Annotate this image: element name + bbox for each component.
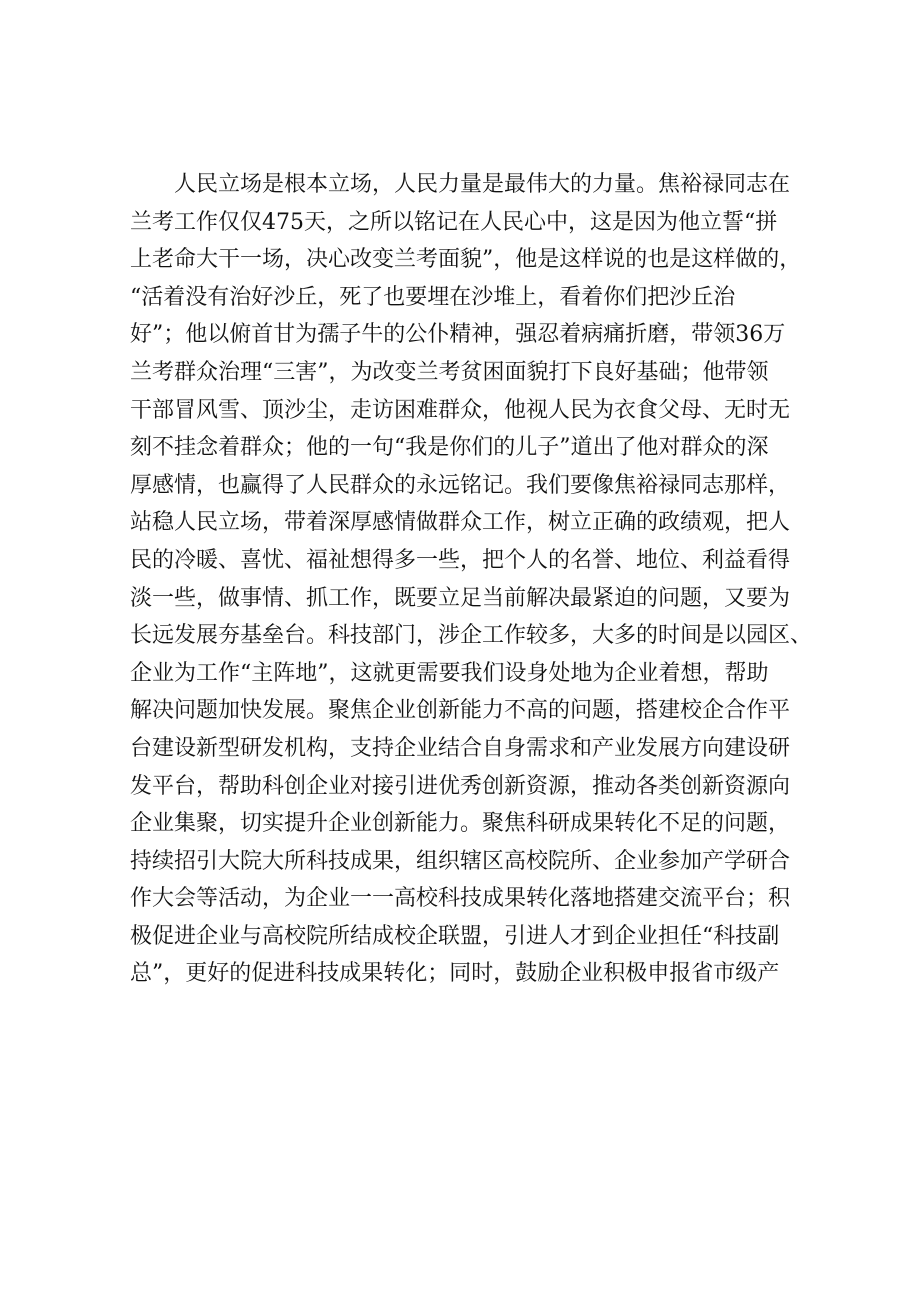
paragraph-line: 好”；他以俯首甘为孺子牛的公仆精神，强忍着病痛折磨，带领36万 — [130, 322, 786, 348]
paragraph-line: 台建设新型研发机构，支持企业结合自身需求和产业发展方向建设研 — [130, 735, 791, 761]
paragraph-line: 兰考工作仅仅475天，之所以铭记在人民心中，这是因为他立誓“拼 — [130, 209, 778, 235]
paragraph-line: 企业为工作“主阵地”，这就更需要我们设身处地为企业着想，帮助 — [130, 660, 769, 686]
paragraph-line: 持续招引大院大所科技成果，组织辖区高校院所、企业参加产学研合 — [130, 848, 791, 874]
paragraph-line: 民的冷暖、喜忧、福祉想得多一些，把个人的名誉、地位、利益看得 — [130, 547, 791, 573]
paragraph-line: 发平台，帮助科创企业对接引进优秀创新资源，推动各类创新资源向 — [130, 773, 791, 799]
paragraph-line: 上老命大干一场，决心改变兰考面貌”，他是这样说的也是这样做的， — [130, 247, 802, 273]
body-paragraph — [130, 166, 830, 993]
paragraph-line: 站稳人民立场，带着深厚感情做群众工作，树立正确的政绩观，把人 — [130, 510, 791, 536]
paragraph-line: 解决问题加快发展。聚焦企业创新能力不高的问题，搭建校企合作平 — [130, 698, 791, 724]
paragraph-line: 人民立场是根本立场，人民力量是最伟大的力量。焦裕禄同志在 — [174, 172, 791, 197]
paragraph-line: 干部冒风雪、顶沙尘，走访困难群众，他视人民为衣食父母、无时无 — [130, 397, 791, 423]
paragraph-line: 企业集聚，切实提升企业创新能力。聚焦科研成果转化不足的问题， — [130, 811, 791, 837]
paragraph-line: 兰考群众治理“三害”，为改变兰考贫困面貌打下良好基础；他带领 — [130, 359, 769, 385]
paragraph-line: 淡一些，做事情、抓工作，既要立足当前解决最紧迫的问题，又要为 — [130, 585, 791, 611]
paragraph-line: 作大会等活动，为企业一一高校科技成果转化落地搭建交流平台；积 — [130, 886, 791, 912]
paragraph-line: 厚感情，也赢得了人民群众的永远铭记。我们要像焦裕禄同志那样， — [130, 472, 791, 498]
paragraph-line: 极促进企业与高校院所结成校企联盟，引进人才到企业担任“科技副 — [130, 923, 780, 949]
paragraph-line: 刻不挂念着群众；他的一句“我是你们的儿子”道出了他对群众的深 — [130, 435, 769, 461]
paragraph-line: 总”，更好的促进科技成果转化；同时，鼓励企业积极申报省市级产 — [130, 961, 780, 987]
paragraph-line: “活着没有治好沙丘，死了也要埋在沙堆上，看着你们把沙丘治 — [130, 284, 736, 310]
paragraph-line: 长远发展夯基垒台。科技部门，涉企工作较多，大多的时间是以园区、 — [130, 623, 813, 649]
